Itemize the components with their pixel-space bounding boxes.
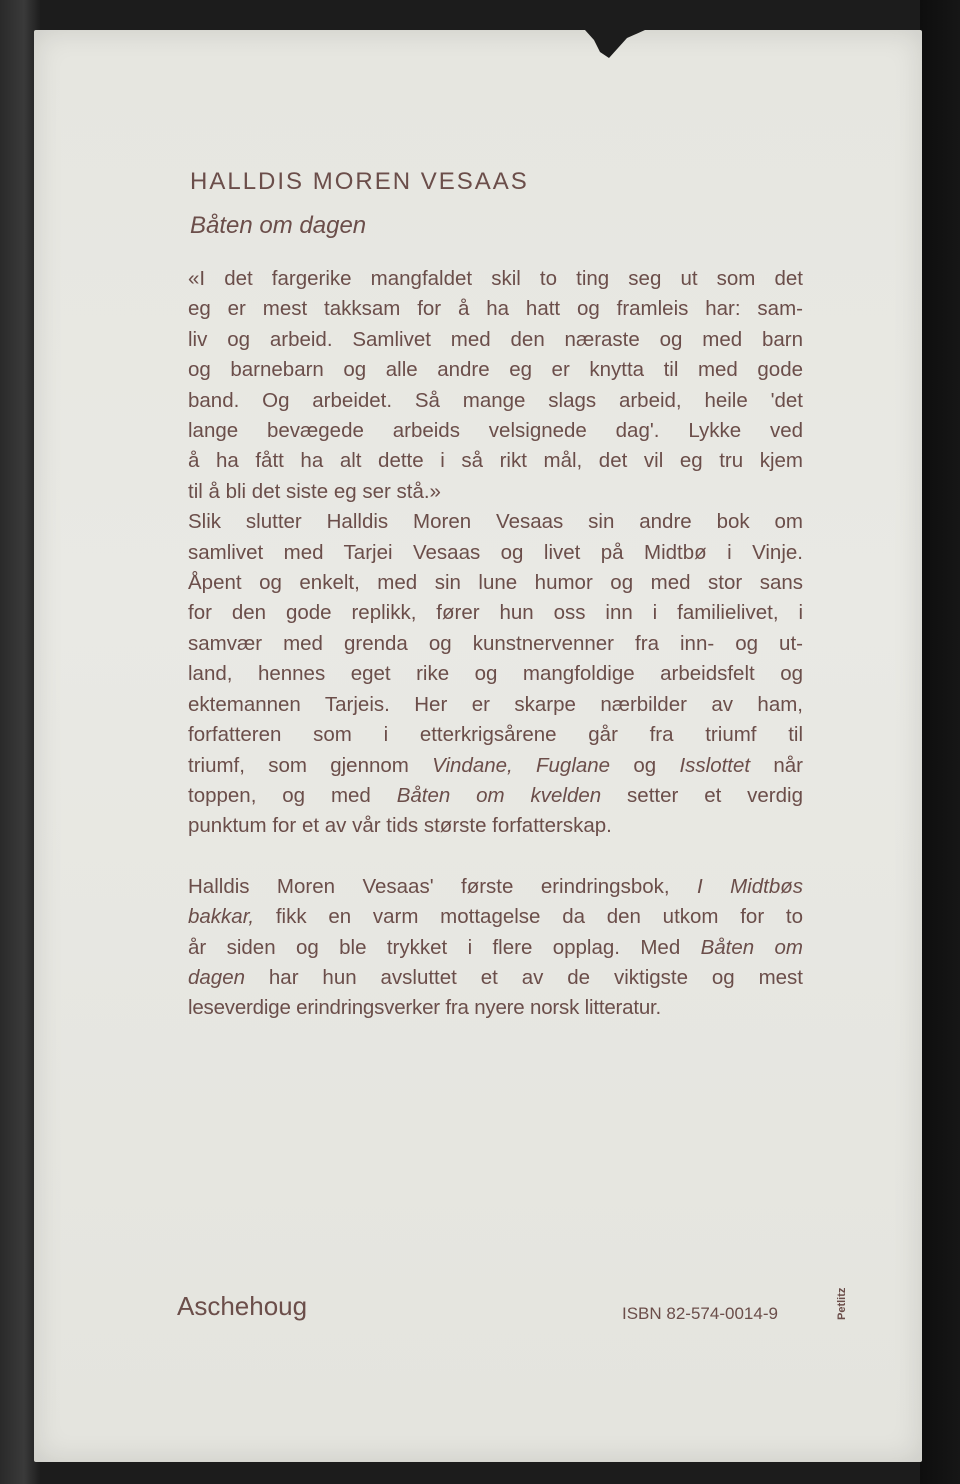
description-line	[188, 781, 803, 811]
description-line	[188, 751, 803, 781]
paragraph-gap	[188, 842, 803, 872]
summary-line: leseverdige erindringsverker fra nyere norsk litteratur.	[188, 996, 662, 1020]
description-line: ektemannen Tarjeis. Her er skarpe nærbilder av ham,	[188, 692, 803, 716]
quote-line: og barnebarn og alle andre eg er knytta til med gode	[188, 358, 803, 382]
text-run: triumf, som gjennom	[188, 753, 433, 777]
publisher-name: Aschehoug	[177, 1291, 308, 1321]
summary-line	[188, 963, 803, 993]
quote-line: å ha fått ha alt dette i så rikt mål, det vil eg tru kjem	[188, 449, 803, 473]
blurb-text	[188, 264, 803, 1024]
printer-mark: Petlitz	[836, 1287, 848, 1320]
description-line: land, hennes eget rike og mangfoldige arbeidsfelt og	[188, 662, 803, 686]
text-run: toppen, og med	[188, 783, 397, 807]
description-line: Åpent og enkelt, med sin lune humor og med stor sans	[188, 571, 803, 595]
author-name: HALLDIS MOREN VESAAS	[190, 168, 529, 195]
description-line: samvær med grenda og kunstnervenner fra inn- og ut-	[188, 631, 803, 655]
text-run: og	[610, 753, 680, 777]
text-run: når	[750, 753, 803, 777]
text-run: Halldis Moren Vesaas' første erindringsbok,	[188, 874, 697, 898]
text-run: har hun avsluttet et av de viktigste og mest	[245, 965, 803, 989]
italic-work-title: I Midtbøs	[697, 874, 804, 898]
quote-line: lange bevægede arbeids velsignede dag'. Lykke ved	[188, 419, 803, 443]
description-line: Slik slutter Halldis Moren Vesaas sin andre bok om	[188, 510, 803, 534]
italic-work-title: Vindane, Fuglane	[432, 753, 611, 777]
book-title: Båten om dagen	[190, 212, 367, 239]
text-run: år siden og ble trykket i flere opplag. Med	[188, 935, 701, 959]
text-run: setter et verdig	[601, 783, 803, 807]
description-line: for den gode replikk, fører hun oss inn i familielivet, i	[188, 601, 803, 625]
description-line: punktum for et av vår tids største forfatterskap.	[188, 814, 612, 838]
background-right	[920, 0, 960, 1484]
quote-line: «I det fargerike mangfaldet skil to ting seg ut som det	[188, 267, 803, 290]
isbn-number: ISBN 82-574-0014-9	[622, 1304, 778, 1323]
summary-line	[188, 872, 803, 902]
italic-work-title: Båten om kvelden	[396, 783, 602, 807]
summary-line	[188, 933, 803, 963]
italic-work-title: bakkar,	[188, 905, 255, 929]
italic-work-title: Båten om	[700, 935, 804, 959]
description-line: forfatteren som i etterkrigsårene går fra triumf til	[188, 723, 803, 747]
text-run: fikk en varm mottagelse da den utkom for to	[254, 905, 803, 929]
italic-work-title: Isslottet	[679, 753, 751, 777]
quote-line: liv og arbeid. Samlivet med den næraste og med barn	[188, 327, 803, 351]
quote-line: band. Og arbeidet. Så mange slags arbeid, heile 'det	[188, 388, 803, 412]
italic-work-title: dagen	[188, 965, 246, 989]
quote-line: eg er mest takksam for å ha hatt og framleis har: sam-	[188, 297, 803, 321]
description-line: samlivet med Tarjei Vesaas og livet på Midtbø i Vinje.	[188, 540, 803, 564]
summary-line	[188, 902, 803, 932]
quote-line: til å bli det siste eg ser stå.»	[188, 479, 441, 503]
